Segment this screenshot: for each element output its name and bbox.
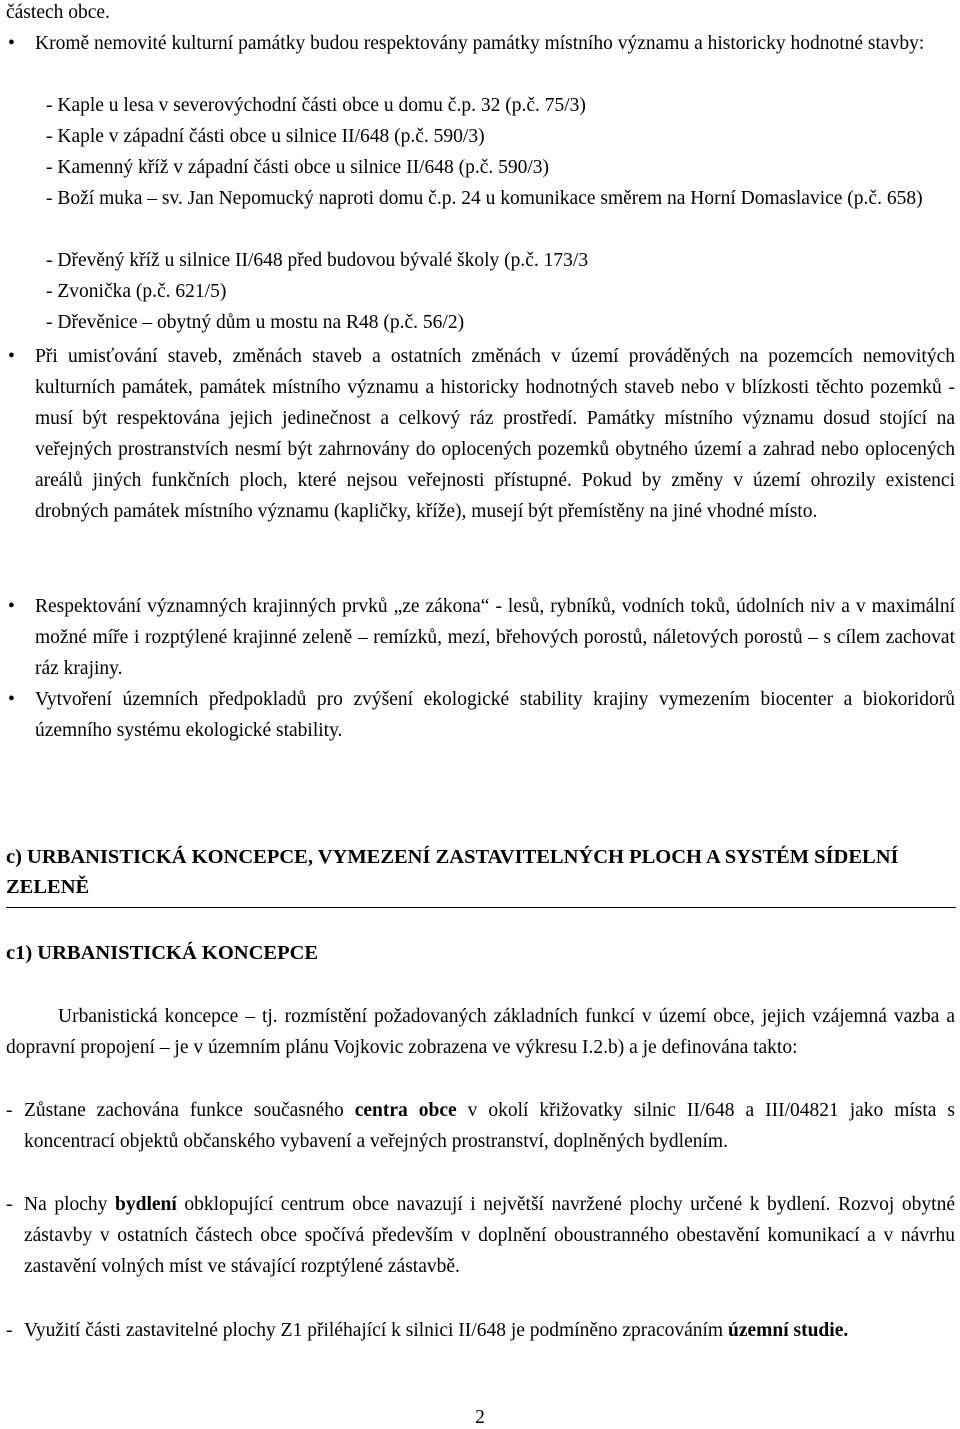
bullet-marker: • xyxy=(8,346,15,367)
monument-item: - Kaple v západní části obce u silnice II/648 (p.č. 590/3) xyxy=(46,126,485,147)
bullet3-text: Respektování významných krajinných prvků „ze zákona“ - lesů, rybníků, vodních toků, údolních niv a v maximální možné míře i rozptýlené krajinné zeleně – remízků, mezí, břehových porostů, náletových porostů – s cílem zachovat ráz krajiny. xyxy=(35,596,955,679)
bold-term: bydlení xyxy=(115,1194,177,1215)
bold-term: centra obce xyxy=(354,1100,457,1121)
bullet2-text: Při umisťování staveb, změnách staveb a ostatních změnách v území prováděných na pozemcích nemovitých kulturních památek, památek místního významu a historicky hodnotných staveb nebo v blízkosti těchto pozemků - musí být respektována jejich jedinečnost a celkový ráz prostředí. Památky místního významu dosud stojící na veřejných prostranstvích nesmí být zahrnovány do oplocených pozemků obytného území a zahrad nebo oplocených areálů jiných funkčních ploch, které nejsou veřejnosti přístupné. Pokud by změny v území ohrozily existenci drobných památek místního významu (kapličky, kříže), musejí být přemístěny na jiné vhodné místo. xyxy=(35,346,955,522)
dash-marker: - xyxy=(6,1194,13,1215)
bullet-marker: • xyxy=(8,33,15,54)
dash-marker: - xyxy=(6,1320,13,1341)
monument-item: - Dřevěnice – obytný dům u mostu na R48 (p.č. 56/2) xyxy=(46,312,465,333)
monument-item: - Kaple u lesa v severovýchodní části obce u domu č.p. 32 (p.č. 75/3) xyxy=(46,95,586,116)
dash-marker: - xyxy=(6,1100,13,1121)
monument-item: - Zvonička (p.č. 621/5) xyxy=(46,281,227,302)
dash-item-1: Zůstane zachována funkce současného centra obce v okolí křižovatky silnic II/648 a III/04821 jako místa s koncentrací objektů občanského vybavení a veřejných prostranství, doplněných bydlením. xyxy=(24,1100,955,1152)
monument-item: - Dřevěný kříž u silnice II/648 před budovou bývalé školy (p.č. 173/3 xyxy=(46,250,589,271)
bold-term: územní studie. xyxy=(727,1320,849,1341)
dash-item-3: Využití části zastavitelné plochy Z1 přiléhající k silnici II/648 je podmíněno zpracováním územní studie. xyxy=(24,1320,849,1341)
bullet-marker: • xyxy=(8,689,15,710)
section-heading-c: c) URBANISTICKÁ KONCEPCE, VYMEZENÍ ZASTAVITELNÝCH PLOCH A SYSTÉM SÍDELNÍ ZELENĚ xyxy=(6,846,899,898)
bullet4-text: Vytvoření územních předpokladů pro zvýšení ekologické stability krajiny vymezením biocenter a biokoridorů územního systému ekologické stability. xyxy=(35,689,955,741)
dash-item-2: Na plochy bydlení obklopující centrum obce navazují i největší navržené plochy určené k bydlení. Rozvoj obytné zástavby v ostatních částech obce spočívá především v doplnění oboustranného obestavění komunikací a v návrhu zastavění volných míst ve stávající rozptýlené zástavbě. xyxy=(24,1194,956,1277)
bullet-marker: • xyxy=(8,596,15,617)
bullet1-intro: Kromě nemovité kulturní památky budou respektovány památky místního významu a historicky hodnotné stavby: xyxy=(35,33,925,54)
monument-item: - Boží muka – sv. Jan Nepomucký naproti domu č.p. 24 u komunikace směrem na Horní Domaslavice (p.č. 658) xyxy=(46,188,923,209)
section-heading-c1: c1) URBANISTICKÁ KONCEPCE xyxy=(6,942,319,964)
heading-underline xyxy=(6,907,956,908)
top-fragment: částech obce. xyxy=(6,2,110,23)
monument-item: - Kamenný kříž v západní části obce u silnice II/648 (p.č. 590/3) xyxy=(46,157,550,178)
intro-paragraph: Urbanistická koncepce – tj. rozmístění požadovaných základních funkcí v území obce, jejich vzájemná vazba a dopravní propojení – je v územním plánu Vojkovic zobrazena ve výkresu I.2.b) a je definována takto: xyxy=(6,1006,955,1058)
page-number: 2 xyxy=(475,1407,485,1428)
